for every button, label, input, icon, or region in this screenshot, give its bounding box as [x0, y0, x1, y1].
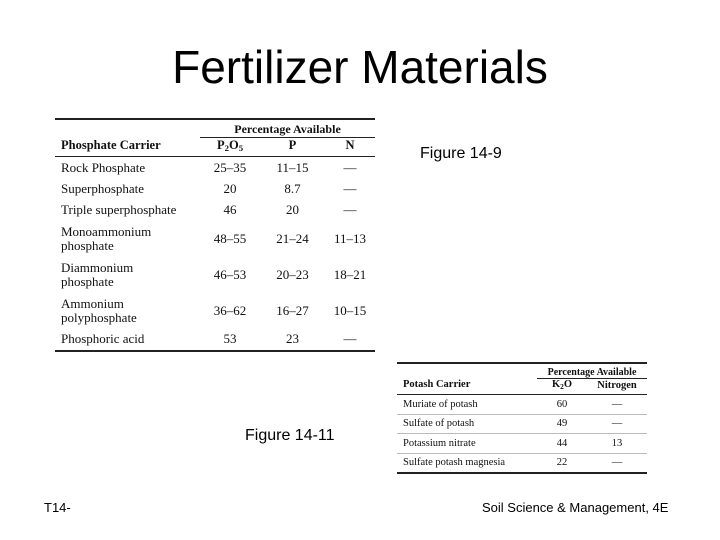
carrier-name: Monoammonium phosphate: [61, 224, 152, 253]
nitrogen-value: —: [587, 414, 647, 434]
table-row: [55, 257, 375, 293]
table-row: [397, 414, 647, 434]
p-value: 23: [286, 331, 299, 347]
potash-column-header-row: [397, 379, 647, 395]
table-row: [55, 157, 375, 179]
table-row: [55, 329, 375, 351]
table-row: [397, 434, 647, 454]
potash-group-header-row: [397, 363, 647, 379]
slide-number-label: T14-: [44, 500, 71, 515]
carrier-name: Potassium nitrate: [397, 434, 537, 454]
k2o-value: 22: [537, 453, 587, 473]
carrier-name: Diammonium phosphate: [61, 260, 134, 289]
p2o5-value: 46–53: [213, 267, 247, 282]
phosphate-column-header-row: [55, 138, 375, 157]
p-value: 21–24: [276, 231, 309, 246]
carrier-name: Triple superphosphate: [61, 202, 177, 218]
table-row: [55, 200, 375, 222]
carrier-name: Sulfate potash magnesia: [397, 453, 537, 473]
p2o5-value: 48–55: [213, 231, 247, 246]
carrier-name: Ammonium polyphosphate: [61, 296, 137, 325]
table-row: [55, 178, 375, 200]
p2o5-value: 20: [223, 180, 237, 196]
k2o-column-header: $K_2O$: [537, 379, 587, 395]
potash-carrier-table: [397, 362, 647, 474]
table-row: [397, 453, 647, 473]
n-value: 18–21: [333, 267, 367, 282]
k2o-value: 44: [537, 434, 587, 454]
carrier-name: Phosphoric acid: [61, 331, 145, 347]
table-row: [397, 395, 647, 415]
phosphate-carrier-column-header: Phosphate Carrier: [55, 138, 200, 157]
p2o5-value: 36–62: [213, 303, 247, 318]
carrier-name: Muriate of potash: [397, 395, 537, 415]
n-value: —: [343, 202, 357, 218]
phosphate-carrier-table: [55, 118, 375, 352]
slide-title: Fertilizer Materials: [172, 41, 548, 93]
p2o5-value: 46: [223, 202, 237, 218]
potash-carrier-column-header: Potash Carrier: [397, 379, 537, 395]
nitrogen-value: —: [587, 395, 647, 415]
p2o5-value: 25–35: [213, 159, 247, 175]
p-value: 11–15: [276, 159, 309, 175]
n-value: —: [343, 331, 357, 347]
figure-14-11-caption: Figure 14-11: [245, 427, 335, 444]
nitrogen-value: —: [587, 453, 647, 473]
phosphate-group-header-row: [55, 119, 375, 138]
p2o5-column-header: $P_2O_5$: [200, 138, 260, 157]
phosphate-percentage-available-header: Percentage Available: [200, 119, 375, 138]
p2o5-value: 53: [223, 331, 237, 347]
p-value: 8.7: [284, 180, 301, 196]
nitrogen-value: 13: [587, 434, 647, 454]
p-value: 20: [286, 202, 299, 218]
course-footer: Soil Science & Management, 4E: [482, 500, 669, 515]
p-value: 16–27: [276, 303, 309, 318]
k2o-value: 60: [537, 395, 587, 415]
nitrogen-column-header: Nitrogen: [587, 379, 647, 395]
potash-percentage-available-header: Percentage Available: [537, 363, 647, 379]
n-value: 10–15: [333, 303, 367, 318]
table-row: [55, 221, 375, 257]
p-column-header: P: [260, 138, 325, 157]
carrier-name: Superphosphate: [61, 180, 145, 196]
n-value: —: [343, 180, 357, 196]
carrier-name: Sulfate of potash: [397, 414, 537, 434]
n-value: 11–13: [333, 231, 367, 246]
carrier-name: Rock Phosphate: [61, 159, 146, 175]
figure-14-9-caption: Figure 14-9: [420, 145, 502, 162]
n-column-header: N: [325, 138, 375, 157]
n-value: —: [343, 159, 357, 175]
table-row: [55, 293, 375, 329]
k2o-value: 49: [537, 414, 587, 434]
p-value: 20–23: [276, 267, 309, 282]
